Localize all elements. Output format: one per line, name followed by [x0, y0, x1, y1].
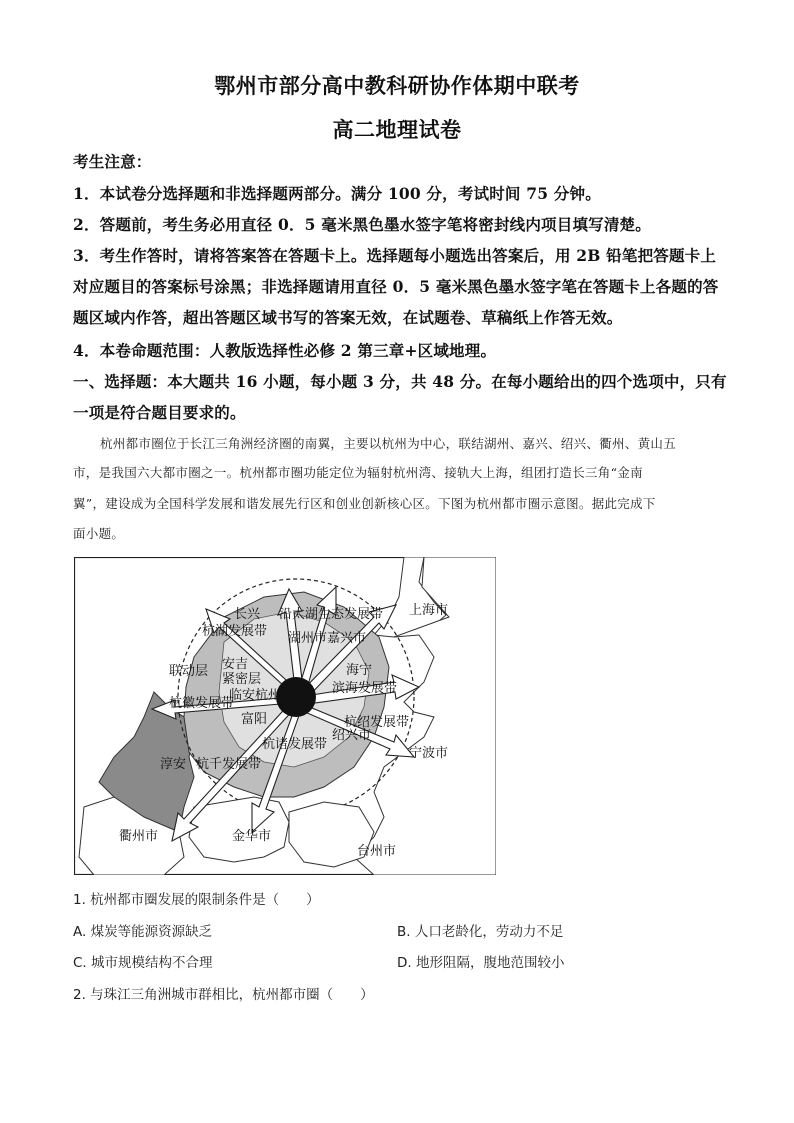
map-label: 临安杭州市	[229, 688, 295, 703]
notice-item: 2．答题前，考生务必用直径 0．5 毫米黑色墨水签字笔将密封线内项目填写清楚。	[73, 215, 651, 234]
map-label: 宁波市	[409, 746, 449, 761]
question-stem: 1. 杭州都市圈发展的限制条件是（ ）	[73, 892, 320, 908]
map-label: 淳安	[160, 757, 187, 772]
map-label: 富阳	[241, 712, 268, 727]
map-label: 沿太湖生态发展带	[279, 607, 384, 622]
map-label: 安吉	[222, 657, 249, 672]
map-label: 湖州市嘉兴市	[288, 631, 367, 646]
notice-item: 3．考生作答时，请将答案答在答题卡上。选择题每小题选出答案后，用 2B 铅笔把答题卡上	[73, 246, 717, 265]
map-label: 衢州市	[119, 829, 159, 844]
passage-line: 面小题。	[73, 526, 125, 541]
exam-title: 鄂州市部分高中教科研协作体期中联考	[214, 73, 580, 98]
exam-subtitle: 高二地理试卷	[332, 117, 462, 142]
notice-item: 1．本试卷分选择题和非选择题两部分。满分 100 分，考试时间 75 分钟。	[73, 184, 601, 203]
map-label: 长兴	[234, 607, 261, 622]
option-b: B. 人口老龄化，劳动力不足	[397, 924, 564, 940]
hangzhou-metro-map	[74, 557, 496, 875]
question-stem: 2. 与珠江三角洲城市群相比，杭州都市圈（ ）	[73, 987, 374, 1003]
map-label: 杭湖发展带	[202, 624, 268, 639]
section-heading-cont: 一项是符合题目要求的。	[73, 403, 246, 422]
option-a: A. 煤炭等能源资源缺乏	[73, 924, 213, 940]
map-label: 上海市	[409, 603, 449, 618]
map-label: 滨海发展带	[332, 681, 398, 696]
option-d: D. 地形阻隔，腹地范围较小	[397, 955, 565, 971]
map-label: 杭诸发展带	[262, 737, 328, 752]
notice-item: 对应题目的答案标号涂黑；非选择题请用直径 0．5 毫米黑色墨水签字笔在答题卡上各题的答	[73, 277, 719, 296]
map-label: 杭徽发展带	[169, 696, 235, 711]
passage-line: 杭州都市圈位于长江三角洲经济圈的南翼，主要以杭州为中心，联结湖州、嘉兴、绍兴、衢州、黄山五	[100, 436, 677, 451]
option-c: C. 城市规模结构不合理	[73, 955, 213, 971]
section-heading: 一、选择题：本大题共 16 小题，每小题 3 分，共 48 分。在每小题给出的四个选项中，只有	[73, 372, 727, 391]
map-label: 杭千发展带	[196, 757, 262, 772]
notice-item: 题区域内作答，超出答题区域书写的答案无效，在试题卷、草稿纸上作答无效。	[73, 308, 623, 327]
map-label: 海宁	[346, 663, 373, 678]
map-label: 绍兴市	[332, 728, 372, 743]
map-label: 联动层	[169, 664, 209, 679]
map-label: 杭绍发展带	[344, 715, 410, 730]
map-label: 紧密层	[222, 672, 262, 687]
notice-heading: 考生注意：	[73, 152, 152, 171]
passage-line: 市，是我国六大都市圈之一。杭州都市圈功能定位为辐射杭州湾、接轨大上海，组团打造长三角“金南	[73, 465, 643, 480]
map-label: 台州市	[357, 844, 397, 859]
map-label: 金华市	[232, 829, 272, 844]
notice-item: 4．本卷命题范围：人教版选择性必修 2 第三章+区域地理。	[73, 341, 497, 360]
passage-line: 翼”，建设成为全国科学发展和谐发展先行区和创业创新核心区。下图为杭州都市圈示意图。据此完成下	[73, 496, 656, 511]
